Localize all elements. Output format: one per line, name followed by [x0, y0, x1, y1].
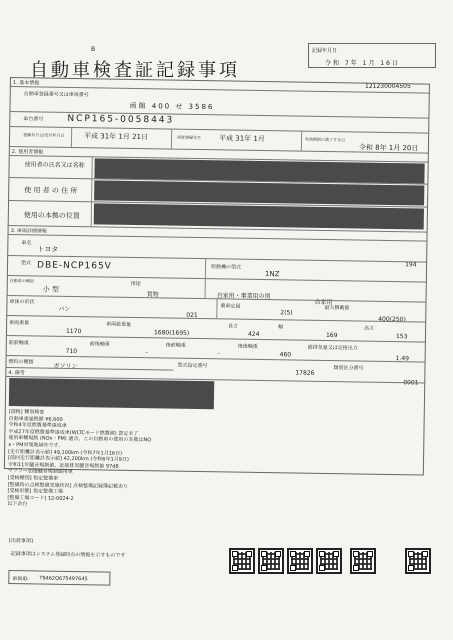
seating-capacity: 2(5)	[280, 309, 293, 317]
body-code: 021	[186, 311, 198, 319]
engine-model: 1NZ	[264, 270, 280, 279]
redacted-remarks	[9, 378, 214, 409]
footer-note: 記録事項はシステム登録時点の情報を示すものです	[10, 551, 126, 559]
vehicle-model: DBE-NCP165V	[36, 260, 112, 272]
section-remarks-title: 4. 備考	[8, 370, 25, 377]
length: 424	[247, 330, 260, 338]
remarks-line: 令和11年騒音規制値、近接排気騒音規制値 97dB	[7, 461, 119, 470]
vehicle-weight: 1170	[65, 327, 82, 336]
max-load: 400(250)	[378, 315, 406, 324]
remarks-line: 自動車重量税額 ¥6,600	[8, 415, 63, 423]
section-vehicle-title: 3. 車両詳細情報	[10, 228, 47, 235]
vehicle-category: 小 型	[42, 285, 59, 294]
remarks-list	[7, 409, 151, 510]
remarks-line: [国税] 種別検査	[8, 409, 45, 416]
first-registration-month: 平成 31年 1月	[219, 134, 265, 144]
chassis-number: NCP165-0058443	[67, 113, 175, 126]
footer-area	[6, 537, 427, 599]
vehicle-id: T9462Q675497645	[39, 575, 88, 583]
front-axle-weight: 710	[65, 347, 78, 356]
rear-axle-weight: 460	[279, 351, 292, 359]
user-name-label: 使用者の氏名又は名称	[24, 161, 85, 170]
document-title: 自動車検査証記録事項	[30, 60, 240, 81]
document-number: 121230004505	[365, 83, 411, 90]
remarks-line: 令和4年度燃費基準達成車	[8, 422, 67, 430]
remarks-line: 使用車種規制 (NOx・PM) 適合、この自動車の使用の本拠はNO	[8, 435, 152, 444]
remarks-line: [整備時の点検整備実施状況] 点検整備記録簿記載あり	[7, 481, 129, 490]
vehicle-id-box: 車両ID T9462Q675497645	[8, 570, 110, 586]
vehicle-use: 貨物	[146, 291, 159, 299]
engine-code: 194	[405, 261, 417, 269]
type-designation-number: 17826	[295, 369, 315, 377]
chassis-label: 車台番号	[23, 116, 44, 123]
remarks-line: [受検形態] 指定整備工場	[7, 488, 64, 496]
vehicle-maker: トヨタ	[37, 245, 59, 254]
remarks-line: マフラー加速騒音規制適用車	[7, 468, 73, 476]
registration-number: 函館 400 せ 3586	[129, 101, 215, 112]
issue-date-box: 記録年月日 令和 7年 1月 16日	[308, 43, 436, 68]
remarks-line: [前回走行距離計表示値] 42,200km (令和6年1月9日)	[7, 455, 129, 464]
fuel-type: ガソリン	[53, 362, 78, 371]
section-user-title: 2. 使用者情報	[11, 149, 44, 156]
private-business: 自家用	[314, 298, 333, 307]
base-location-label: 使用の本拠の位置	[23, 211, 80, 221]
user-address-label: 使 用 者 の 住 所	[24, 186, 78, 196]
remarks-line: [受検種別] 指定整備車	[7, 474, 59, 482]
remarks-line: [整備工場コード] 12-0024-2	[7, 494, 74, 502]
width: 169	[325, 331, 338, 340]
series-mark: B	[91, 46, 96, 53]
issue-date: 令和 7年 1月 16日	[325, 60, 400, 67]
height: 153	[395, 333, 408, 341]
displacement: 1.49	[395, 355, 410, 363]
section-basic-title: 1. 基本情報	[12, 80, 40, 87]
remarks-line: 平成27年度燃費基準達成車(WLTCモード燃費値) 算定未了	[8, 428, 139, 437]
registration-date: 平成 31年 1月 21日	[84, 132, 149, 142]
body-shape: バン	[58, 305, 71, 313]
category-number: 0001	[403, 379, 419, 387]
remarks-line: x・PM対策地域外です。	[8, 441, 64, 449]
registration-label: 自動車登録番号又は車両番号	[23, 91, 89, 99]
gross-weight: 1680(1695)	[153, 329, 190, 337]
remarks-line: 以下余白	[7, 501, 28, 508]
footer-section-title: [出荷事項]	[8, 538, 33, 545]
remarks-line: [走行距離計表示値] 49,100km (令和7年1月16日)	[8, 448, 123, 457]
expiry-date: 令和 8年 1月 20日	[358, 143, 419, 153]
certificate-form: 1. 基本情報 自動車登録番号又は車両番号 函館 400 せ 3586 車台番号 NCP165-0058443 登録年月日/交付年月日 平成 31年 1月 21日 初度登録年月 平成 31年 1月 有効期間の満了する日 令和 8年 1月 20日 2. 使用者情報 使用者の氏名又は名称 使 用 者 の 住 所 使用の本拠の位置 3. 車両詳細情報 車名 トヨタ 型式 DBE-NCP165V 原動機の型式 1NZ 194 自動車の種別 小 型 用途 貨物 自家用・事業用の別 自家用 車体の形状 バン 021 乗車定員 2(5) 最大積載量 400(250) 車両重量 1170 車両総重量 1680(1695) 長さ 424 幅 169 高さ 153 前前軸重 710 前後軸重 - 後前軸重 - 後後軸重 460 総排気量又は定格出力 1.49 燃料の種類 ガソリン 型式指定番号 17826 類別区分番号 0001 4. 備考 [国税] 種別検査 自動車重量税額 ¥6,600 令和4年度燃費基準達成車 平成27年度燃費基準達成車(WLTCモード燃費値) 算定未了 使用車種規制 (NOx・PM) 適合、この自動車の使用の本拠はNO x・PM対策地域外です。 [走行距離計表示値] 49,100km (令和7年1月16日) [前回走行距離計表示値] 42,200km (令和6年1月9日) 令和11年騒音規制値、近接排気騒音規制値 97dB マフラー加速騒音規制適用車 [受検種別] 指定整備車 [整備時の点検整備実施状況] 点検整備記録簿記載あり [受検形態] 指定整備工場 [整備工場コード] 12-0024-2 以下余白	[4, 77, 430, 476]
